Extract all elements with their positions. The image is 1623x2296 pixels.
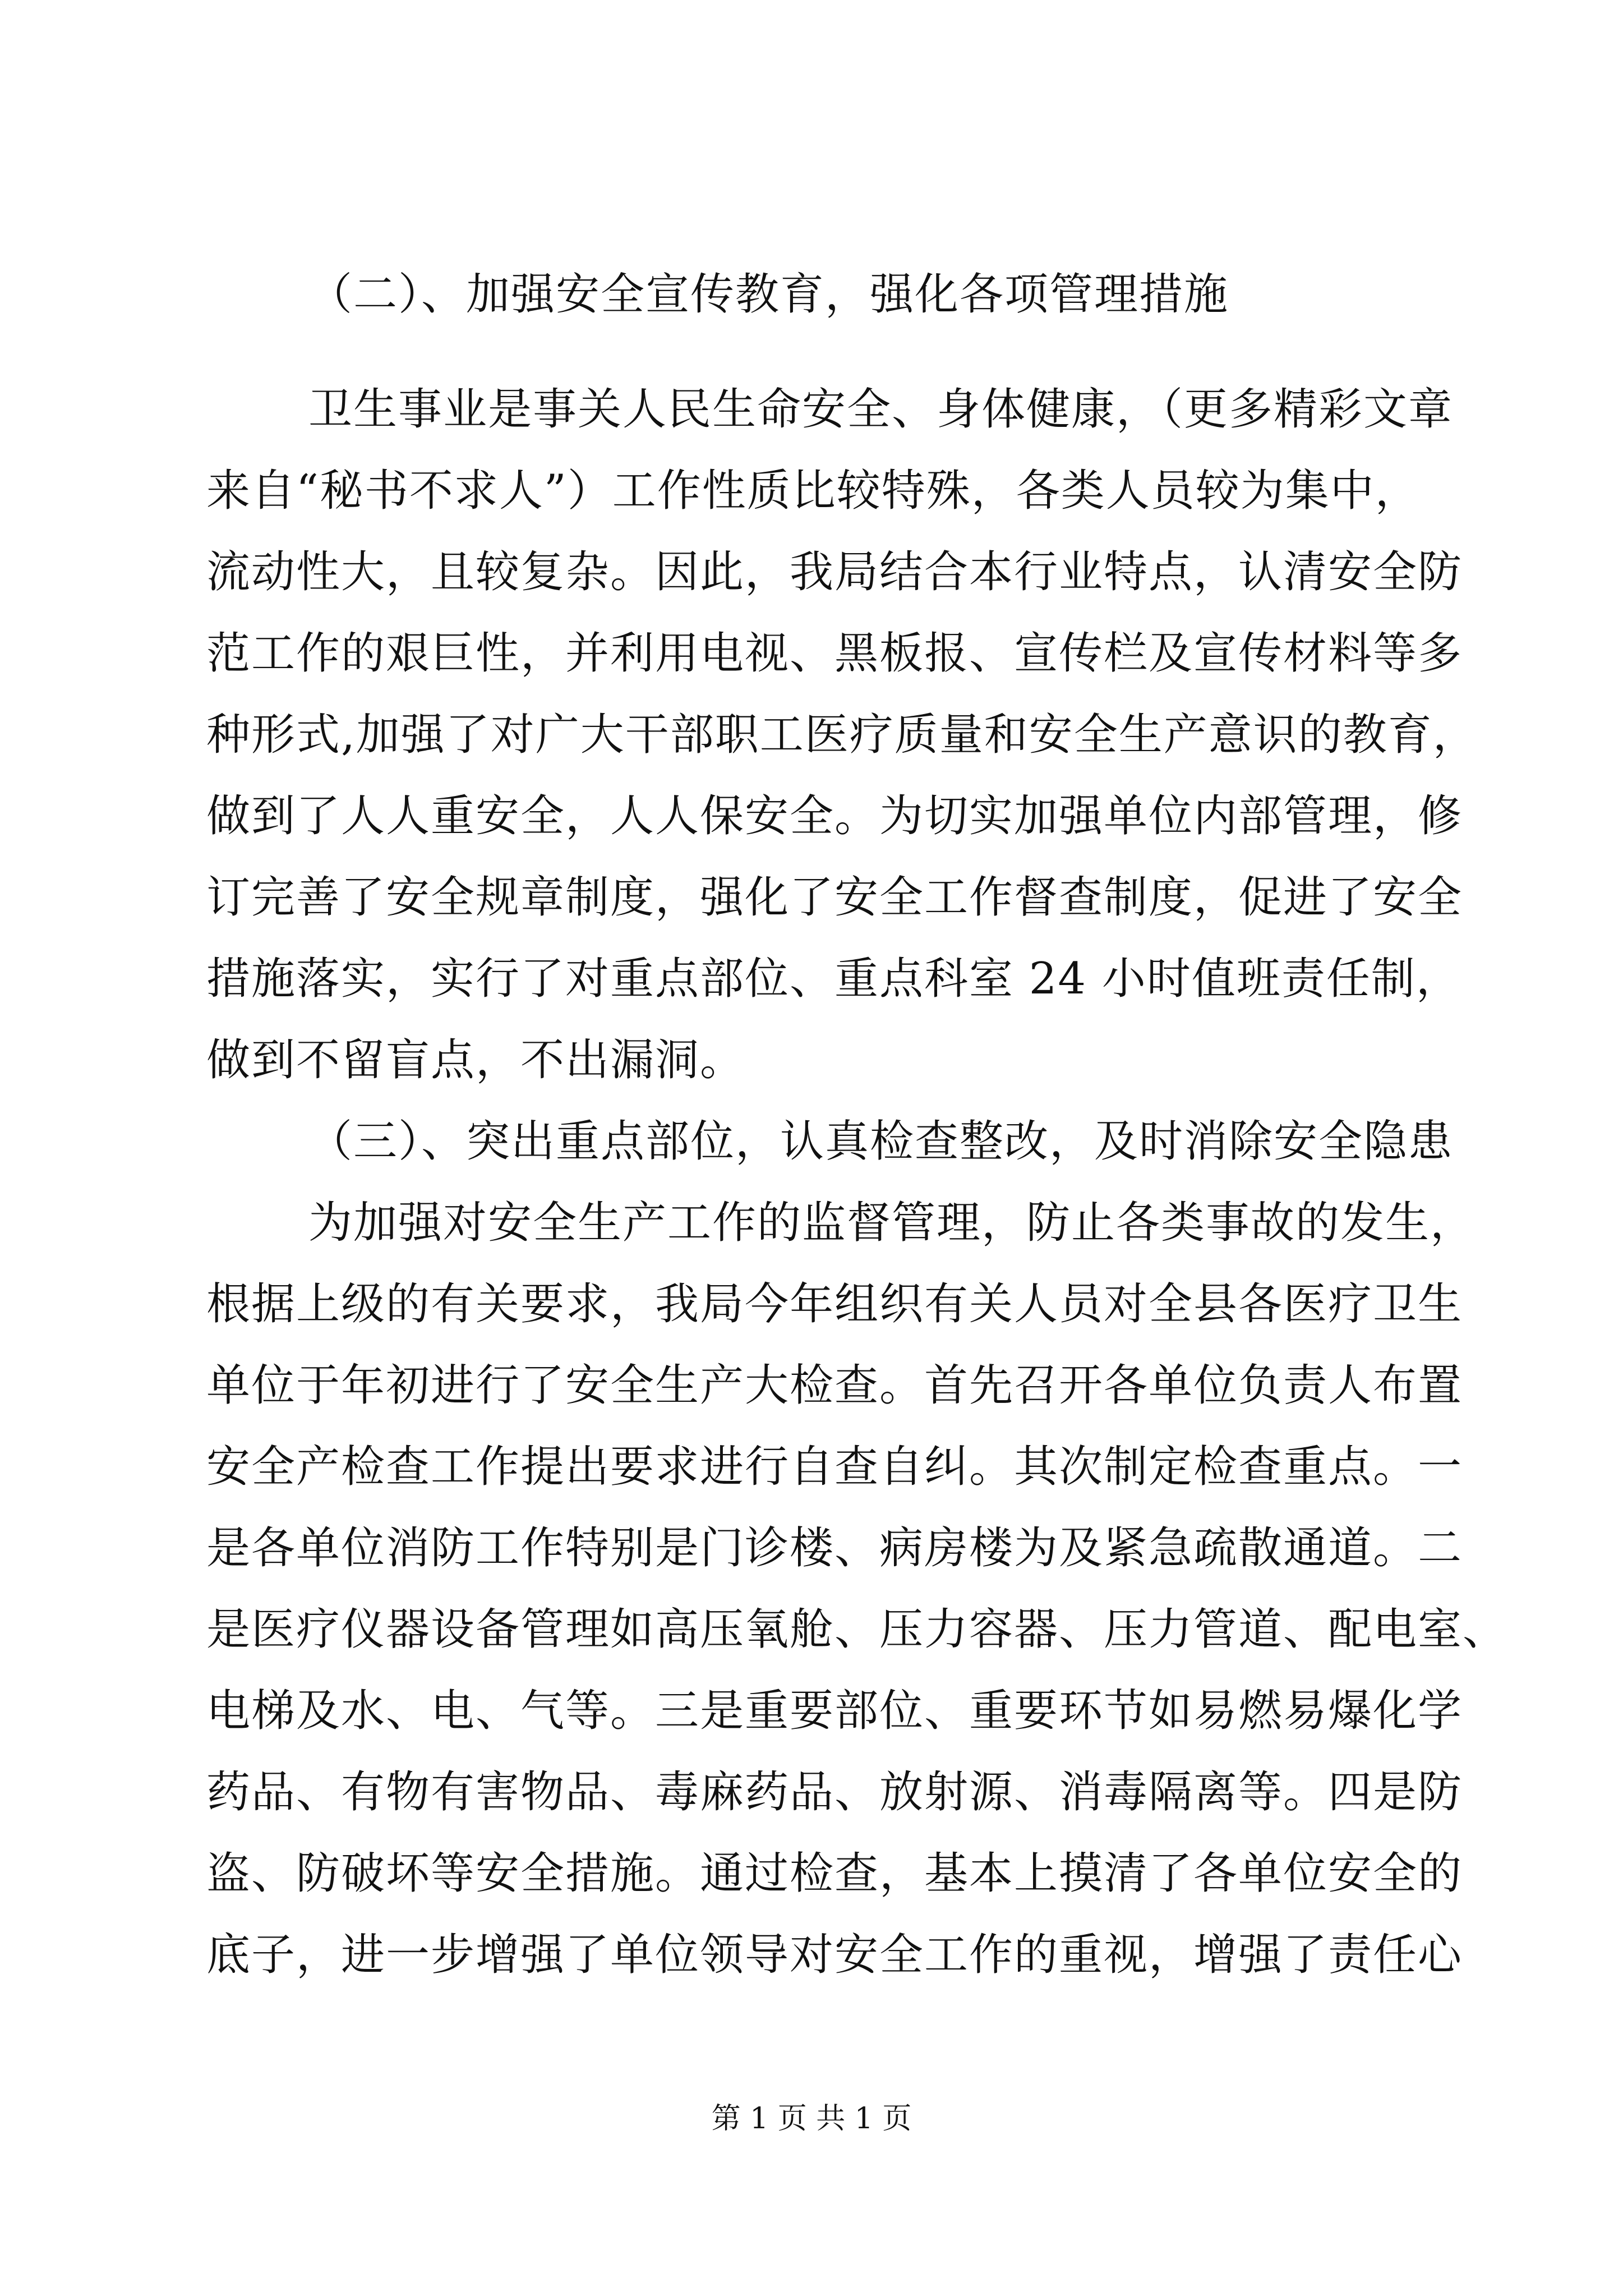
paragraph-line: 卫生事业是事关人民生命安全、身体健康，（更多精彩文章 <box>308 384 1454 435</box>
paragraph-line: 为加强对安全生产工作的监督管理，防止各类事故的发生， <box>308 1198 1476 1248</box>
paragraph-line: 是医疗仪器设备管理如高压氧舱、压力容器、压力管道、配电室、 <box>206 1604 1508 1655</box>
paragraph-line: 单位于年初进行了安全生产大检查。首先召开各单位负责人布置 <box>206 1360 1463 1411</box>
paragraph-line: 根据上级的有关要求，我局今年组织有关人员对全县各医疗卫生 <box>206 1279 1463 1329</box>
paragraph-line: 流动性大，且较复杂。因此，我局结合本行业特点，认清安全防 <box>206 547 1463 597</box>
paragraph-line: 药品、有物有害物品、毒麻药品、放射源、消毒隔离等。四是防 <box>206 1767 1463 1818</box>
paragraph-line: 底子，进一步增强了单位领导对安全工作的重视，增强了责任心 <box>206 1930 1463 1980</box>
paragraph-line: 种形式,加强了对广大干部职工医疗质量和安全生产意识的教育， <box>206 710 1478 760</box>
page-footer: 第 1 页 共 1 页 <box>711 2102 912 2136</box>
paragraph-line: 来自“秘书不求人”）工作性质比较特殊，各类人员较为集中， <box>206 466 1420 516</box>
paragraph-line: 做到不留盲点，不出漏洞。 <box>206 1035 745 1085</box>
paragraph-line: 措施落实，实行了对重点部位、重点科室 24 小时值班责任制， <box>206 954 1461 1004</box>
paragraph-line: 是各单位消防工作特别是门诊楼、病房楼为及紧急疏散通道。二 <box>206 1523 1463 1573</box>
paragraph-line: 范工作的艰巨性，并利用电视、黑板报、宣传栏及宣传材料等多 <box>206 628 1463 679</box>
heading-section-2: （二）、加强安全宣传教育，强化各项管理措施 <box>308 269 1229 320</box>
paragraph-line: 安全产检查工作提出要求进行自查自纠。其次制定检查重点。一 <box>206 1442 1463 1492</box>
paragraph-line: 盗、防破坏等安全措施。通过检查，基本上摸清了各单位安全的 <box>206 1848 1463 1899</box>
paragraph-line: 做到了人人重安全，人人保安全。为切实加强单位内部管理，修 <box>206 791 1463 841</box>
heading-section-3: （三）、突出重点部位，认真检查整改，及时消除安全隐患 <box>308 1116 1454 1167</box>
paragraph-line: 电梯及水、电、气等。三是重要部位、重要环节如易燃易爆化学 <box>206 1686 1463 1736</box>
paragraph-line: 订完善了安全规章制度，强化了安全工作督查制度，促进了安全 <box>206 872 1463 923</box>
